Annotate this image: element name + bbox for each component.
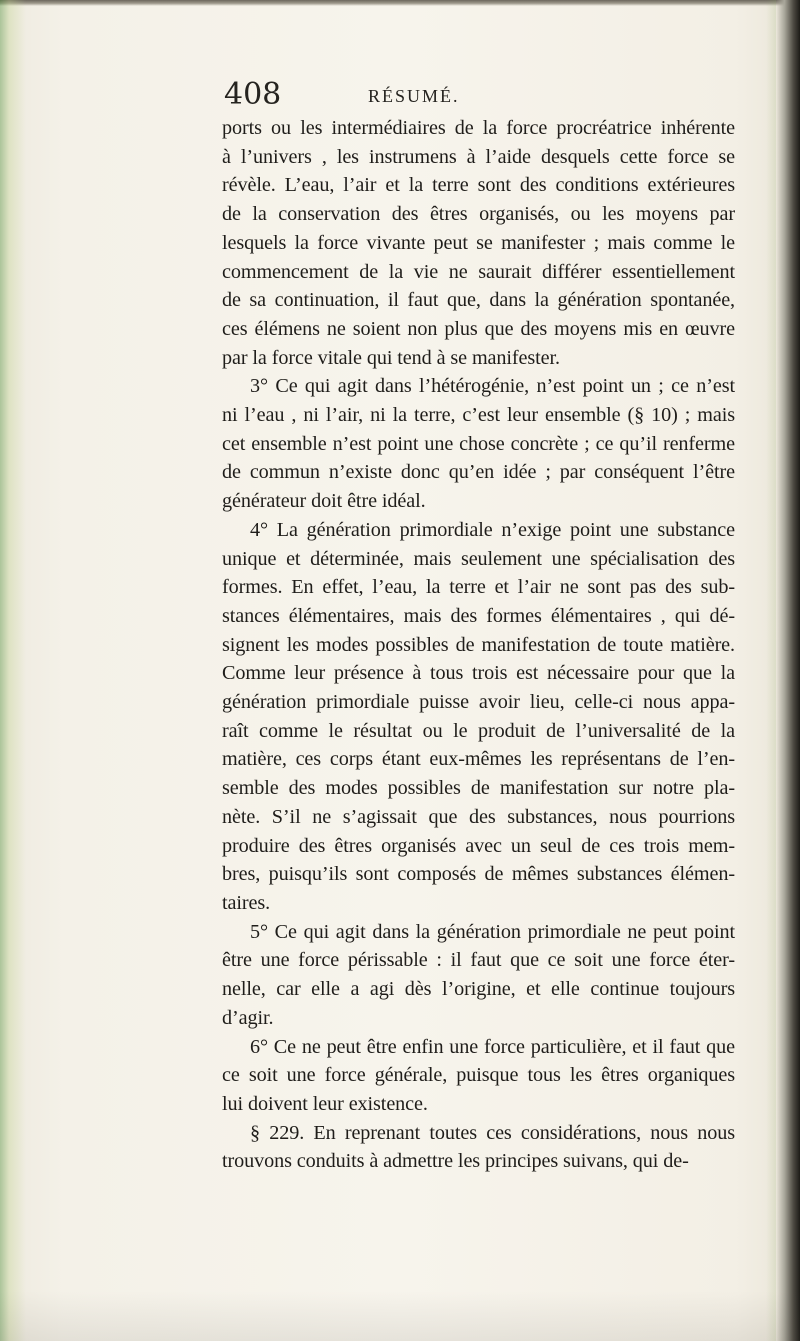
text-line: Comme leur présence à tous trois est nécessaire pour que la <box>222 662 735 685</box>
text-line: de la conservation des êtres organisés, ou les moyens par <box>222 203 735 226</box>
binding-gutter <box>766 0 776 1341</box>
text-line: formes. En effet, l’eau, la terre et l’air ne sont pas des sub- <box>222 576 735 599</box>
text-line: unique et déterminée, mais seulement une spécialisation des <box>222 547 735 570</box>
text-line: trouvons conduits à admettre les principes suivans, qui de- <box>222 1150 689 1173</box>
text-line: 4° La génération primordiale n’exige point une substance <box>250 518 735 541</box>
text-line: ports ou les intermédiaires de la force procréatrice inhérente <box>222 117 735 139</box>
text-line: 6° Ce ne peut être enfin une force particulière, et il faut que <box>250 1035 735 1058</box>
text-line: semble des modes possibles de manifestation sur notre pla- <box>222 777 735 800</box>
text-line: cet ensemble n’est point une chose concrète ; ce qu’il renferme <box>222 432 735 455</box>
body-text <box>222 114 735 1176</box>
text-line: bres, puisqu’ils sont composés de mêmes substances élémen- <box>222 863 735 886</box>
text-line: taires. <box>222 891 271 914</box>
text-line: ces élémens ne soient non plus que des moyens mis en œuvre <box>222 317 735 340</box>
page-header <box>224 75 724 115</box>
text-line: ce soit une force générale, puisque tous les êtres organiques <box>222 1064 735 1087</box>
text-line: lui doivent leur existence. <box>222 1092 428 1115</box>
text-line: être une force périssable : il faut que ce soit une force éter- <box>222 949 735 972</box>
page-right-edge <box>776 0 800 1341</box>
text-line: 3° Ce qui agit dans l’hétérogénie, n’est point un ; ce n’est <box>250 375 735 398</box>
page-bottom-shadow <box>0 1291 800 1341</box>
text-line: de sa continuation, il faut que, dans la génération spontanée, <box>222 289 735 312</box>
text-line: génération primordiale puisse avoir lieu, celle-ci nous appa- <box>222 691 735 714</box>
text-line: nète. S’il ne s’agissait que des substances, nous pourrions <box>222 805 735 828</box>
text-line: nelle, car elle a agi dès l’origine, et elle continue toujours <box>222 978 735 1001</box>
text-line: lesquels la force vivante peut se manifester ; mais comme le <box>222 231 735 254</box>
text-line: d’agir. <box>222 1006 274 1029</box>
text-line: stances élémentaires, mais des formes élémentaires , qui dé- <box>222 604 735 627</box>
text-line: par la force vitale qui tend à se manifester. <box>222 346 560 369</box>
text-line: de commun n’existe donc qu’en idée ; par conséquent l’être <box>222 461 735 484</box>
text-line: raît comme le résultat ou le produit de l’universalité de la <box>222 719 735 742</box>
page-top-edge <box>0 0 790 6</box>
text-line: signent les modes possibles de manifestation de toute matière. <box>222 633 735 656</box>
text-line: à l’univers , les instrumens à l’aide desquels cette force se <box>222 145 735 168</box>
text-line: révèle. L’eau, l’air et la terre sont des conditions extérieures <box>222 174 735 197</box>
text-line: ni l’eau , ni l’air, ni la terre, c’est leur ensemble (§ 10) ; mais <box>222 404 735 427</box>
page-left-edge <box>0 0 26 1341</box>
text-line: commencement de la vie ne saurait différer essentiellement <box>222 260 735 283</box>
text-line: produire des êtres organisés avec un seul de ces trois mem- <box>222 834 735 857</box>
text-line: générateur doit être idéal. <box>222 490 426 513</box>
text-line: § 229. En reprenant toutes ces considérations, nous nous <box>250 1121 735 1144</box>
text-line: matière, ces corps étant eux-mêmes les représentans de l’en- <box>222 748 735 771</box>
text-line: 5° Ce qui agit dans la génération primordiale ne peut point <box>250 920 735 943</box>
running-head: RÉSUMÉ. <box>368 86 460 106</box>
page-number: 408 <box>224 77 282 112</box>
